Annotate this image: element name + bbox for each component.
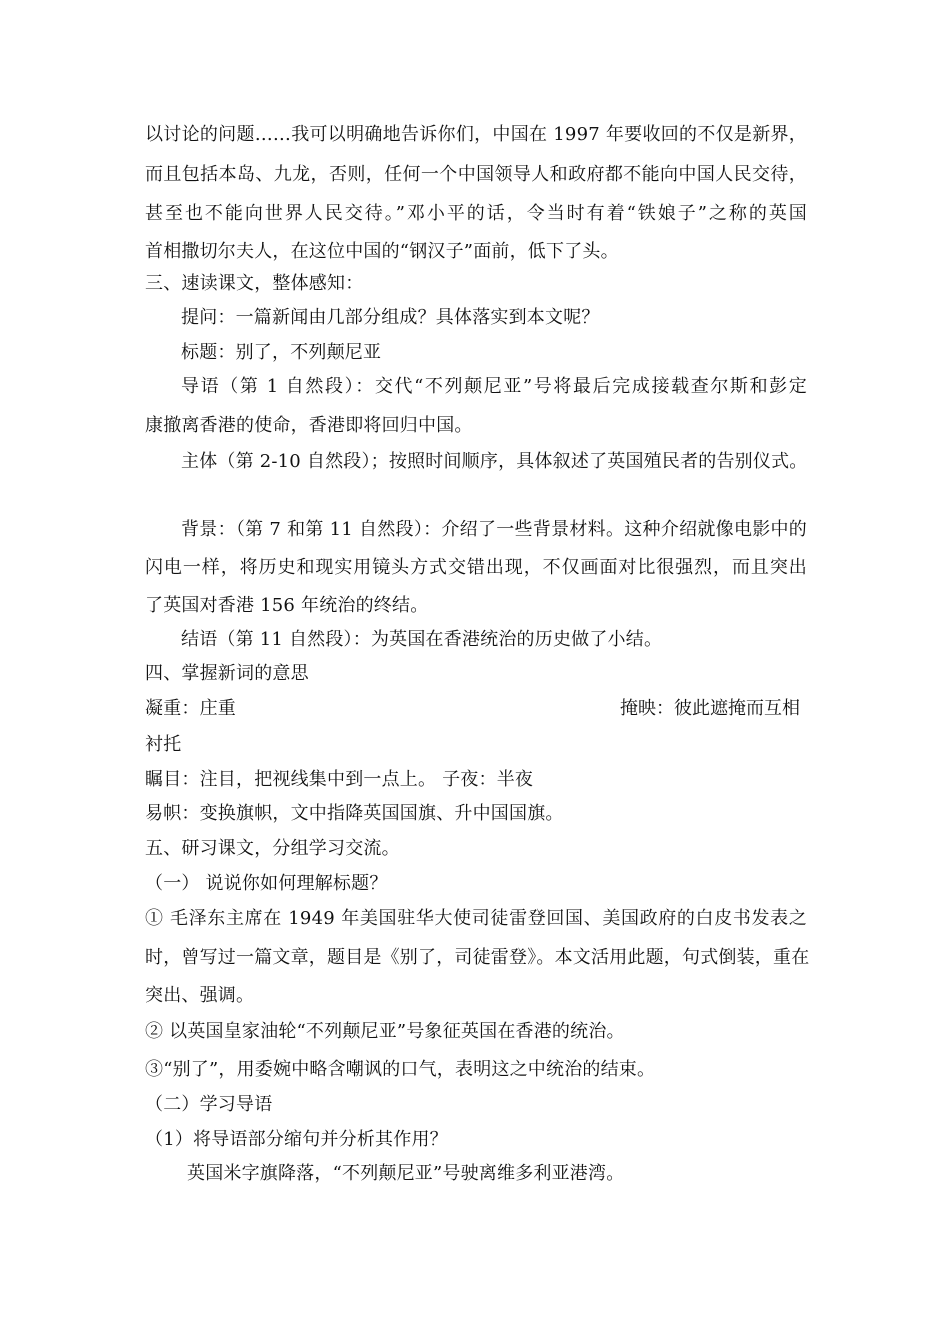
text-line: 突出、强调。	[145, 985, 255, 1006]
text-line: ① 毛泽东主席在 1949 年美国驻华大使司徒雷登回国、美国政府的白皮书发表之	[145, 908, 807, 929]
section-heading: 三、速读课文，整体感知：	[145, 273, 364, 294]
subsection-heading: （1）将导语部分缩句并分析其作用？	[145, 1129, 448, 1150]
text-line: 首相撒切尔夫人，在这位中国的“钢汉子”面前，低下了头。	[145, 241, 619, 262]
text-line: ③“别了”，用委婉中略含嘲讽的口气，表明这之中统治的结束。	[145, 1059, 656, 1080]
subsection-heading: （一） 说说你如何理解标题？	[145, 873, 388, 894]
text-line: 时，曾写过一篇文章，题目是《别了，司徒雷登》。本文活用此题，句式倒装，重在	[145, 947, 810, 968]
text-line: 背景：（第 7 和第 11 自然段）：介绍了一些背景材料。这种介绍就像电影中的	[181, 519, 807, 540]
text-line: 甚至也不能向世界人民交待。”邓小平的话，令当时有着“铁娘子”之称的英国	[145, 203, 807, 224]
text-line: 主体（第 2-10 自然段）；按照时间顺序，具体叙述了英国殖民者的告别仪式。	[181, 451, 808, 472]
vocab-term: 瞩目：注目，把视线集中到一点上。 子夜：半夜	[145, 769, 534, 790]
text-line: 衬托	[145, 734, 182, 755]
vocab-term: 易帜：变换旗帜，文中指降英国国旗、升中国国旗。	[145, 803, 564, 824]
vocab-term: 掩映：彼此遮掩而互相	[620, 698, 800, 719]
text-line: ② 以英国皇家油轮“不列颠尼亚”号象征英国在香港的统治。	[145, 1021, 625, 1042]
text-line: 以讨论的问题……我可以明确地告诉你们，中国在 1997 年要收回的不仅是新界，	[145, 124, 807, 145]
text-line: 标题：别了，不列颠尼亚	[181, 342, 382, 363]
section-heading: 四、掌握新词的意思	[145, 663, 309, 684]
text-line: 英国米字旗降落，“不列颠尼亚”号驶离维多利亚港湾。	[187, 1163, 625, 1184]
text-line: 了英国对香港 156 年统治的终结。	[145, 595, 429, 616]
text-line: 导语（第 1 自然段）：交代“不列颠尼亚”号将最后完成接载查尔斯和彭定	[181, 376, 807, 397]
text-line: 结语（第 11 自然段）：为英国在香港统治的历史做了小结。	[181, 629, 663, 650]
text-line: 康撤离香港的使命，香港即将回归中国。	[145, 415, 473, 436]
text-line: 而且包括本岛、九龙，否则，任何一个中国领导人和政府都不能向中国人民交待，	[145, 164, 807, 185]
text-line: 闪电一样，将历史和现实用镜头方式交错出现，不仅画面对比很强烈，而且突出	[145, 557, 807, 578]
section-heading: 五、研习课文，分组学习交流。	[145, 838, 400, 859]
vocab-term: 凝重：庄重	[145, 698, 236, 719]
subsection-heading: （二）学习导语	[145, 1094, 273, 1115]
text-line: 提问：一篇新闻由几部分组成？具体落实到本文呢？	[181, 307, 600, 328]
